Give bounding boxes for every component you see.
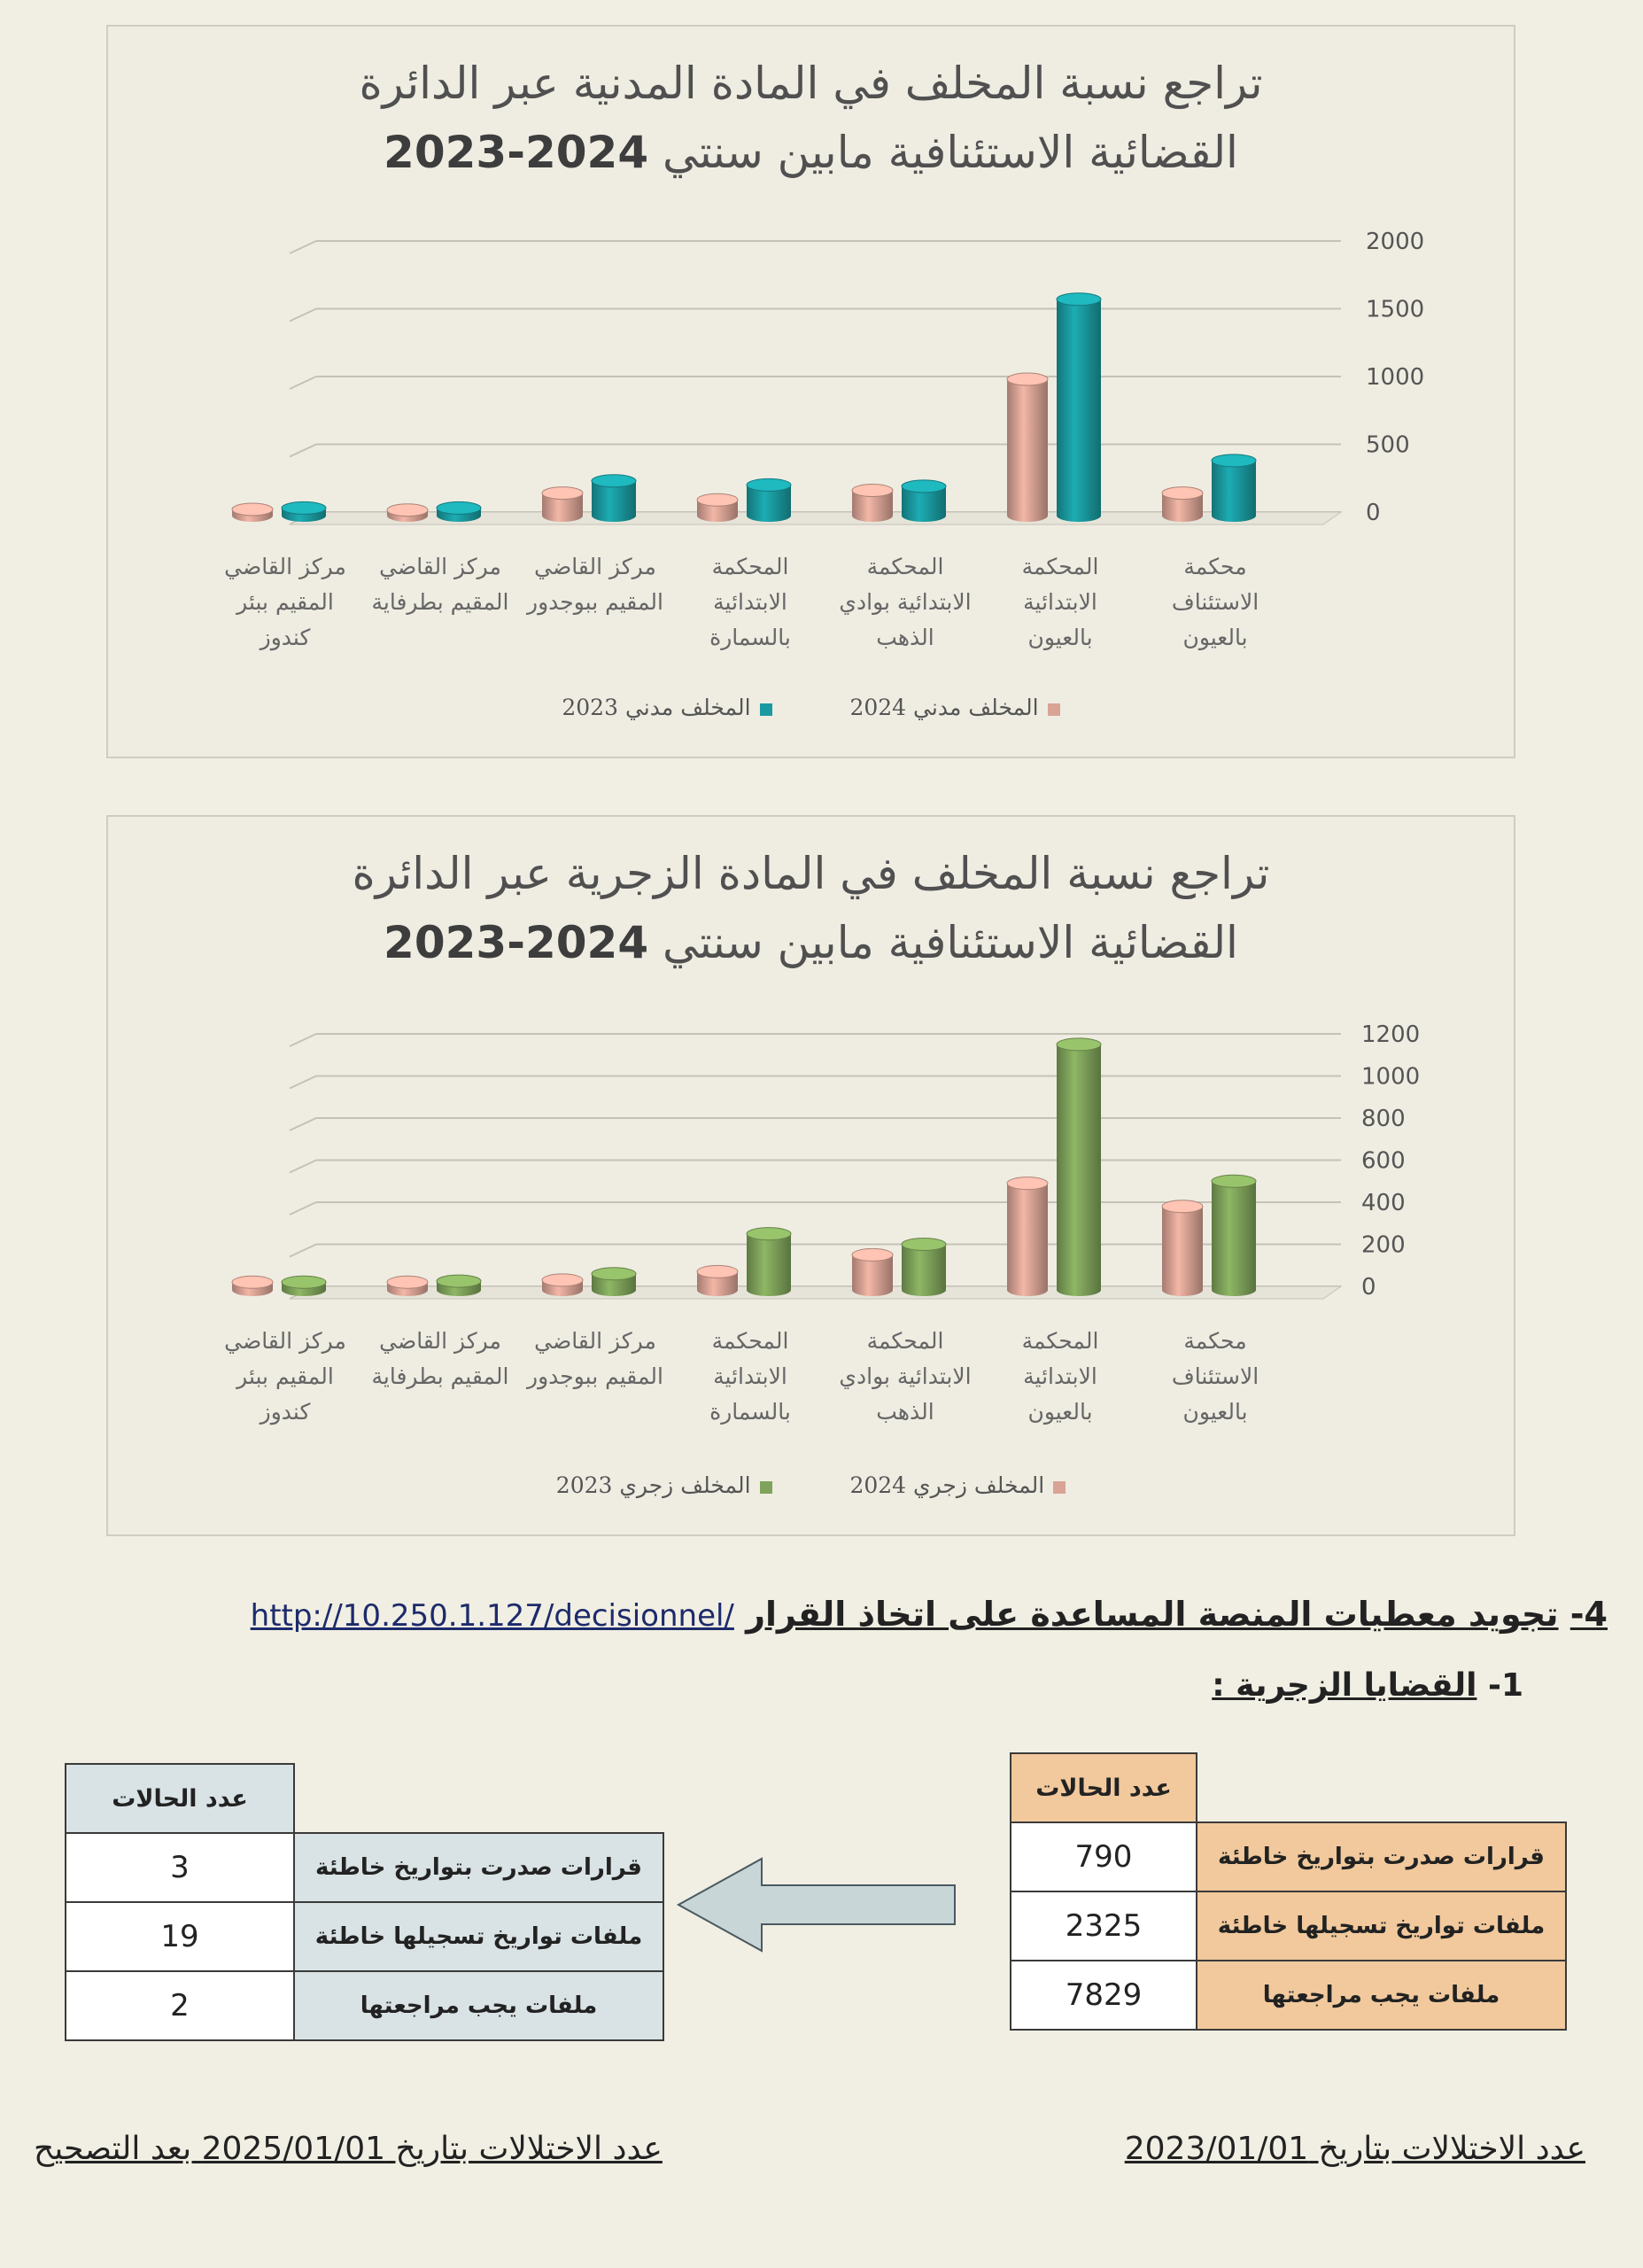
y-tick-label: 1500 bbox=[1366, 296, 1425, 323]
bar-top bbox=[902, 1239, 946, 1251]
bar-top bbox=[697, 493, 738, 506]
chart-legend bbox=[108, 695, 1514, 720]
table-row bbox=[1011, 1822, 1566, 1891]
y-tick-label: 200 bbox=[1361, 1231, 1406, 1259]
category-label: المحكمة bbox=[866, 1328, 944, 1354]
gridline-depth bbox=[290, 241, 316, 253]
bar bbox=[747, 1228, 791, 1296]
bar-top bbox=[592, 475, 636, 487]
category-label: المقيم بطرفاية bbox=[371, 589, 509, 615]
category-label: الاستئناف bbox=[1171, 1363, 1259, 1389]
bar-top bbox=[1007, 1177, 1048, 1190]
category-label: مركز القاضي bbox=[379, 554, 501, 579]
category-label: المحكمة bbox=[866, 554, 944, 579]
bar-top bbox=[1007, 373, 1048, 385]
bar bbox=[1057, 1038, 1101, 1296]
table-row bbox=[1011, 1961, 1566, 2030]
y-tick-label: 0 bbox=[1361, 1274, 1376, 1301]
bar bbox=[437, 1275, 481, 1296]
section-heading bbox=[251, 1595, 1608, 1634]
anomalies-table-after bbox=[65, 1763, 664, 2041]
bar bbox=[437, 501, 481, 522]
bar-top bbox=[232, 503, 273, 516]
bar bbox=[1007, 1177, 1048, 1296]
bar-top bbox=[697, 1265, 738, 1278]
bar bbox=[747, 478, 791, 522]
legend-swatch bbox=[760, 1481, 772, 1494]
category-label: الابتدائية bbox=[713, 589, 787, 615]
gridline-depth bbox=[290, 309, 316, 322]
bar bbox=[1162, 487, 1203, 522]
chart-title-line1: تراجع نسبة المخلف في المادة الزجرية عبر الدائرة bbox=[352, 848, 1270, 899]
table-cell-value: 7829 bbox=[1011, 1961, 1197, 2030]
category-label: بالعيون bbox=[1182, 625, 1248, 650]
bar-top bbox=[282, 1276, 326, 1288]
bar bbox=[1162, 1200, 1203, 1296]
bar-top bbox=[542, 1274, 583, 1286]
legend-item-2024: المخلف مدني 2024 bbox=[849, 695, 1059, 720]
subsection-number: 1- bbox=[1487, 1667, 1523, 1704]
y-tick-label: 800 bbox=[1361, 1106, 1406, 1132]
table-row bbox=[66, 1971, 663, 2040]
bar-body bbox=[1212, 461, 1256, 522]
category-label: مركز القاضي bbox=[379, 1328, 501, 1354]
bar bbox=[1007, 373, 1048, 522]
bar-body bbox=[1057, 299, 1101, 522]
bar bbox=[1212, 454, 1256, 522]
table-cell-label: ملفات يجب مراجعتها bbox=[1197, 1961, 1566, 2030]
y-tick-label: 1200 bbox=[1361, 1021, 1421, 1048]
category-label: بالسمارة bbox=[709, 1399, 791, 1425]
chart-plot bbox=[108, 27, 1514, 757]
category-label: المقيم ببئر bbox=[236, 589, 334, 615]
bar-body bbox=[1007, 1184, 1048, 1296]
table-cell-value: 2 bbox=[66, 1971, 294, 2040]
category-label: الابتدائية bbox=[713, 1363, 787, 1389]
category-label: المقيم بطرفاية bbox=[371, 1363, 509, 1389]
category-label: بالعيون bbox=[1027, 1399, 1093, 1425]
bar-top bbox=[437, 1275, 481, 1287]
table-row bbox=[1011, 1891, 1566, 1961]
bar bbox=[697, 1265, 738, 1296]
table-cell-value: 2325 bbox=[1011, 1891, 1197, 1961]
gridline-depth bbox=[290, 1118, 316, 1130]
bar bbox=[282, 1276, 326, 1296]
bar-top bbox=[902, 480, 946, 493]
bar bbox=[282, 501, 326, 522]
bar bbox=[902, 1239, 946, 1297]
y-tick-label: 500 bbox=[1366, 431, 1410, 459]
y-tick-label: 0 bbox=[1366, 500, 1381, 526]
chart-title-line2: القضائية الاستئنافية مابين سنتي bbox=[663, 917, 1238, 968]
bar bbox=[697, 493, 738, 522]
table-cell-label: ملفات يجب مراجعتها bbox=[294, 1971, 663, 2040]
category-label: محكمة bbox=[1183, 1328, 1247, 1354]
category-label: المقيم ببوجدور bbox=[527, 589, 663, 615]
bar-body bbox=[1162, 1207, 1203, 1296]
bar-top bbox=[592, 1268, 636, 1280]
bar-body bbox=[1057, 1045, 1101, 1296]
y-tick-label: 1000 bbox=[1361, 1063, 1421, 1091]
bar-body bbox=[902, 1245, 946, 1297]
table-header-cases: عدد الحالات bbox=[66, 1764, 294, 1833]
gridline-depth bbox=[290, 1076, 316, 1089]
table-cell-value: 790 bbox=[1011, 1822, 1197, 1891]
chart-legend bbox=[108, 1472, 1514, 1498]
gridline-depth bbox=[290, 1161, 316, 1173]
y-tick-label: 2000 bbox=[1366, 229, 1425, 255]
legend-swatch bbox=[1053, 1481, 1066, 1494]
gridline-depth bbox=[290, 1034, 316, 1046]
category-label: المحكمة bbox=[1021, 554, 1099, 579]
table-header-row bbox=[66, 1764, 663, 1833]
category-label: المقيم ببوجدور bbox=[527, 1363, 663, 1389]
bar bbox=[592, 1268, 636, 1296]
category-label: مركز القاضي bbox=[534, 554, 656, 579]
legend-swatch bbox=[760, 703, 772, 716]
section-number: 4- bbox=[1569, 1595, 1608, 1634]
bar-top bbox=[1057, 1038, 1101, 1051]
category-label: مركز القاضي bbox=[224, 1328, 346, 1354]
bar-body bbox=[1007, 379, 1048, 522]
bar-top bbox=[437, 501, 481, 514]
bar-top bbox=[1162, 487, 1203, 500]
y-tick-label: 400 bbox=[1361, 1190, 1406, 1216]
legend-item-2024: المخلف زجري 2024 bbox=[849, 1472, 1066, 1498]
category-label: الابتدائية bbox=[1023, 589, 1097, 615]
footer-caption-after: عدد الاختلالات بتاريخ 2025/01/01 بعد التصحيح bbox=[34, 2131, 663, 2167]
bar-top bbox=[747, 478, 791, 491]
anomalies-table-before bbox=[1010, 1752, 1567, 2031]
bar bbox=[232, 1276, 273, 1296]
category-label: الذهب bbox=[876, 625, 934, 650]
y-tick-label: 1000 bbox=[1366, 364, 1425, 391]
bar-top bbox=[542, 487, 583, 500]
bar bbox=[1212, 1175, 1256, 1296]
bar-top bbox=[852, 1248, 893, 1261]
chart-title-years: 2023-2024 bbox=[384, 127, 649, 178]
table-cell-label: قرارات صدرت بتواريخ خاطئة bbox=[1197, 1822, 1566, 1891]
bar-top bbox=[232, 1276, 273, 1288]
table-row bbox=[66, 1833, 663, 1902]
section-title: تجويد معطيات المنصة المساعدة على اتخاذ القرار bbox=[746, 1595, 1559, 1634]
left-arrow-icon bbox=[673, 1852, 957, 1958]
bar-top bbox=[387, 504, 428, 517]
footer-caption-before: عدد الاختلالات بتاريخ 2023/01/01 bbox=[1124, 2131, 1585, 2167]
category-label: محكمة bbox=[1183, 554, 1247, 579]
category-label: المحكمة bbox=[711, 554, 789, 579]
y-tick-label: 600 bbox=[1361, 1147, 1406, 1175]
bar-body bbox=[1212, 1181, 1256, 1296]
bar-top bbox=[747, 1228, 791, 1240]
table-header-cases: عدد الحالات bbox=[1011, 1753, 1197, 1822]
chart-plot bbox=[108, 817, 1514, 1534]
bar bbox=[592, 475, 636, 522]
bar-top bbox=[282, 501, 326, 514]
legend-item-2023: المخلف زجري 2023 bbox=[556, 1472, 772, 1498]
gridline-depth bbox=[290, 1202, 316, 1215]
table-header-row bbox=[1011, 1753, 1566, 1822]
bar-top bbox=[387, 1276, 428, 1288]
chart-title-line2: القضائية الاستئنافية مابين سنتي bbox=[663, 127, 1238, 178]
category-label: بالسمارة bbox=[709, 625, 791, 650]
bar bbox=[542, 1274, 583, 1296]
bar bbox=[852, 1248, 893, 1296]
category-label: المحكمة bbox=[711, 1328, 789, 1354]
table-cell-label: قرارات صدرت بتواريخ خاطئة bbox=[294, 1833, 663, 1902]
category-label: مركز القاضي bbox=[224, 554, 346, 579]
category-label: الاستئناف bbox=[1171, 589, 1259, 615]
subsection-heading bbox=[1212, 1667, 1523, 1704]
category-label: الابتدائية بوادي bbox=[839, 589, 972, 615]
category-label: كندوز bbox=[260, 1399, 311, 1425]
category-label: الابتدائية بوادي bbox=[839, 1363, 972, 1389]
category-label: المحكمة bbox=[1021, 1328, 1099, 1354]
category-label: الابتدائية bbox=[1023, 1363, 1097, 1389]
legend-swatch bbox=[1048, 703, 1060, 716]
chart-title-years: 2023-2024 bbox=[384, 917, 649, 968]
gridline-depth bbox=[290, 1245, 316, 1257]
bar-body bbox=[747, 1234, 791, 1296]
bar bbox=[232, 503, 273, 522]
decision-platform-link[interactable]: http://10.250.1.127/decisionnel/ bbox=[250, 1598, 734, 1634]
legend-item-2023: المخلف مدني 2023 bbox=[562, 695, 771, 720]
bar bbox=[1057, 293, 1101, 522]
category-label: مركز القاضي bbox=[534, 1328, 656, 1354]
civil-backlog-chart bbox=[106, 25, 1515, 758]
gridline-depth bbox=[290, 445, 316, 457]
criminal-backlog-chart bbox=[106, 815, 1515, 1536]
table-cell-value: 3 bbox=[66, 1833, 294, 1902]
category-label: بالعيون bbox=[1182, 1399, 1248, 1425]
bar bbox=[902, 480, 946, 522]
bar bbox=[542, 487, 583, 522]
subsection-title: القضايا الزجرية : bbox=[1212, 1667, 1477, 1704]
category-label: بالعيون bbox=[1027, 625, 1093, 650]
table-cell-value: 19 bbox=[66, 1902, 294, 1971]
category-label: الذهب bbox=[876, 1399, 934, 1425]
category-label: المقيم ببئر bbox=[236, 1363, 334, 1389]
chart-title-line1: تراجع نسبة المخلف في المادة المدنية عبر الدائرة bbox=[359, 58, 1263, 109]
bar-top bbox=[852, 485, 893, 497]
bar bbox=[852, 485, 893, 522]
bar-top bbox=[1212, 454, 1256, 467]
gridline-depth bbox=[290, 377, 316, 389]
bar bbox=[387, 1276, 428, 1296]
category-label: كندوز bbox=[260, 625, 311, 650]
table-cell-label: ملفات تواريخ تسجيلها خاطئة bbox=[1197, 1891, 1566, 1961]
bar bbox=[387, 504, 428, 522]
bar-top bbox=[1162, 1200, 1203, 1213]
bar-top bbox=[1057, 293, 1101, 306]
table-row bbox=[66, 1902, 663, 1971]
bar-top bbox=[1212, 1175, 1256, 1187]
table-cell-label: ملفات تواريخ تسجيلها خاطئة bbox=[294, 1902, 663, 1971]
